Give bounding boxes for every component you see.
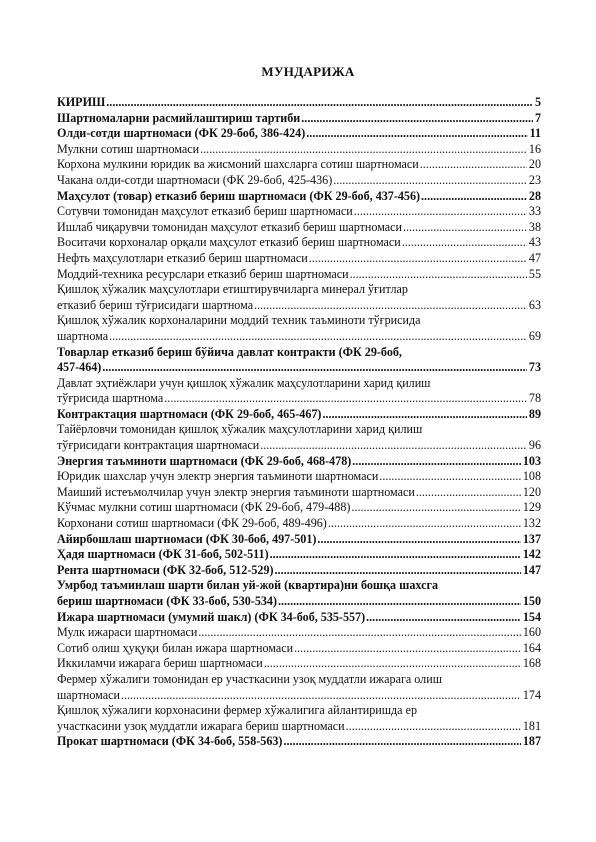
table-of-contents [57,95,541,750]
toc-entry[interactable] [57,641,541,657]
toc-entry-page-number: 20 [528,157,541,172]
toc-entry-title: Ишлаб чиқарувчи томонидан маҳсулот етказиб бериш шартномаси [57,219,403,234]
dot-leader [198,625,521,641]
toc-entry[interactable] [57,485,541,501]
toc-entry-page-number: 43 [528,235,541,250]
toc-entry[interactable] [57,313,541,344]
toc-entry-title: тўғрисидаги контрактация шартномаси [57,438,260,453]
toc-entry-title: Моддий-техника ресурслари етказиб бериш шартномаси [57,266,349,281]
toc-entry-row [57,95,541,111]
toc-entry-row [57,454,541,470]
toc-entry-page-number: 89 [528,406,541,421]
toc-entry[interactable] [57,454,541,470]
toc-entry-row [57,407,541,423]
toc-entry-title: Чакана олди-сотди шартномаси (ФК 29-боб, 425-436) [57,172,333,187]
toc-entry-title: шартнома [57,328,109,343]
toc-entry[interactable] [57,656,541,672]
toc-entry-row [57,298,541,314]
toc-entry-page-number: 150 [522,594,541,608]
dot-leader [309,251,527,267]
toc-entry[interactable] [57,407,541,423]
toc-entry[interactable] [57,563,541,579]
toc-entry[interactable] [57,220,541,236]
toc-entry[interactable] [57,189,541,205]
toc-entry-title-line: Фермер хўжалиги томонидан ер участкасини узоқ муддатли ижарага олиш [57,671,443,686]
toc-entry-title: 457-464) [57,360,102,375]
toc-entry-title-line: Тайёрловчи томонидан қишлоқ хўжалик маҳсулотларини харид қилиш [57,422,423,437]
toc-entry-title-line: Қишлоқ хўжалик корхоналарини моддий техник таъминоти тўғрисида [57,313,421,328]
toc-entry-row [57,641,541,657]
dot-leader [402,235,527,251]
dot-leader [260,438,527,454]
toc-entry-title: Мулк ижараси шартномаси [57,625,198,640]
dot-leader [164,391,527,407]
toc-entry-page-number: 103 [522,453,541,468]
toc-entry-row [57,500,541,516]
dot-leader [421,189,527,205]
toc-entry-row [57,532,541,548]
toc-entry[interactable] [57,173,541,189]
toc-entry-row [57,469,541,485]
toc-entry-page-number: 16 [528,141,541,156]
toc-entry-title: Маиший истеъмолчилар учун электр энергия таъминоти шартномаси [57,484,415,499]
toc-entry-title: Мулкни сотиш шартномаси [57,141,200,156]
toc-entry-row [57,360,541,376]
dot-leader [379,469,521,485]
toc-entry-page-number: 129 [522,500,541,515]
toc-entry-title-line: Умрбод таъминлаш шарти билан уй-жой (квартира)ни бошқа шахсга [57,578,438,593]
toc-entry-row [57,438,541,454]
toc-entry[interactable] [57,672,541,703]
toc-entry-row [57,625,541,641]
toc-entry-title: Прокат шартномаси (ФК 34-боб, 558-563) [57,734,283,749]
dot-leader [352,454,521,470]
toc-entry-title: участкасини узоқ муддатли ижарага бериш шартномаси [57,718,345,733]
toc-entry[interactable] [57,734,541,750]
toc-entry-title: шартномаси [57,687,120,702]
toc-entry-row [57,204,541,220]
toc-entry-page-number: 7 [534,110,541,125]
toc-entry[interactable] [57,625,541,641]
toc-entry-row [57,235,541,251]
toc-entry[interactable] [57,267,541,283]
toc-entry[interactable] [57,204,541,220]
toc-entry-page-number: 108 [522,469,541,484]
toc-entry[interactable] [57,111,541,127]
dot-leader [420,157,527,173]
toc-entry-title: Энергия таъминоти шартномаси (ФК 29-боб, 468-478) [57,453,352,468]
toc-entry-title: Ижара шартномаси (умумий шакл) (ФК 34-боб, 535-557) [57,609,366,624]
dot-leader [306,126,527,142]
toc-entry[interactable] [57,469,541,485]
toc-entry-title-line: Товарлар етказиб бериш бўйича давлат контракти (ФК 29-боб, [57,344,402,359]
toc-entry-row [57,391,541,407]
dot-leader [278,594,521,610]
toc-entry[interactable] [57,251,541,267]
toc-entry-page-number: 181 [522,718,541,733]
toc-entry-row [57,594,541,610]
dot-leader [283,734,520,750]
toc-entry[interactable] [57,126,541,142]
toc-entry-page-number: 28 [528,188,541,203]
dot-leader [121,688,521,704]
toc-entry[interactable] [57,376,541,407]
toc-entry-title: Нефть маҳсулотлари етказиб бериш шартномаси [57,250,308,265]
toc-entry-title: Олди-сотди шартномаси (ФК 29-боб, 386-424) [57,126,306,141]
toc-entry-row [57,329,541,345]
toc-entry-page-number: 5 [534,95,541,109]
toc-entry-title: Маҳсулот (товар) етказиб бериш шартномаси (ФК 29-боб, 437-456) [57,188,421,203]
toc-entry-page-number: 147 [522,562,541,577]
toc-entry-page-number: 69 [528,328,541,343]
dot-leader [346,719,521,735]
dot-leader [403,220,527,236]
toc-entry-row [57,547,541,563]
dot-leader [350,267,527,283]
toc-entry-title: Сотиб олиш ҳуқуқи билан ижара шартномаси [57,640,294,655]
dot-leader [351,500,520,516]
toc-entry-row [57,734,541,750]
dot-leader [354,204,527,220]
toc-entry-title: Шартномаларни расмийлаштириш тартиби [57,110,301,125]
toc-entry-row [57,142,541,158]
toc-entry-row [57,157,541,173]
toc-entry-row [57,267,541,283]
toc-entry[interactable] [57,703,541,734]
toc-entry-page-number: 168 [522,656,541,671]
toc-entry-page-number: 73 [528,360,541,375]
dot-leader [270,547,521,563]
toc-entry-title: КИРИШ [57,95,106,109]
toc-entry-title: Корхона мулкини юридик ва жисмоний шахсларга сотиш шартномаси [57,157,419,172]
toc-entry-title-line: Қишлоқ хўжалиги корхонасини фермер хўжалигига айлантиришда ер [57,703,417,718]
toc-entry-title: етказиб бериш тўғрисидаги шартнома [57,297,254,312]
toc-entry-page-number: 132 [522,516,541,531]
toc-entry-title: Корхонани сотиш шартномаси (ФК 29-боб, 489-496) [57,516,327,531]
toc-entry-title: Рента шартномаси (ФК 32-боб, 512-529) [57,562,274,577]
toc-entry-row [57,485,541,501]
toc-entry-page-number: 142 [522,547,541,562]
toc-entry-title: Айирбошлаш шартномаси (ФК 30-боб, 497-501) [57,531,317,546]
toc-entry-row [57,516,541,532]
toc-entry-page-number: 55 [528,266,541,281]
toc-entry-row [57,126,541,142]
page-title [0,64,596,80]
dot-leader [366,610,521,626]
toc-entry-title: тўғрисида шартнома [57,391,164,406]
toc-entry-title-line: Қишлоқ хўжалик маҳсулотлари етиштирувчиларга минерал ўғитлар [57,282,408,297]
toc-entry-row [57,719,541,735]
toc-entry[interactable] [57,235,541,251]
toc-entry-title: Сотувчи томонидан маҳсулот етказиб бериш шартномаси [57,204,353,219]
dot-leader [301,111,533,127]
dot-leader [416,485,521,501]
toc-entry-page-number: 23 [528,172,541,187]
toc-entry-row [57,251,541,267]
toc-entry-page-number: 33 [528,204,541,219]
toc-entry[interactable] [57,516,541,532]
toc-entry[interactable] [57,610,541,626]
dot-leader [333,173,527,189]
toc-entry-page-number: 160 [522,625,541,640]
toc-entry-page-number: 11 [529,126,541,141]
toc-entry-row [57,610,541,626]
toc-entry[interactable] [57,578,541,609]
toc-entry-page-number: 38 [528,219,541,234]
dot-leader [328,516,521,532]
toc-entry-page-number: 174 [522,687,541,702]
toc-entry[interactable] [57,142,541,158]
toc-entry-page-number: 164 [522,640,541,655]
toc-entry[interactable] [57,157,541,173]
toc-entry-title: Контрактация шартномаси (ФК 29-боб, 465-467) [57,406,322,421]
toc-entry-row [57,688,541,704]
toc-entry-title: Иккиламчи ижарага бериш шартномаси [57,656,263,671]
toc-entry-title-line: Давлат эҳтиёжлари учун қишлоқ хўжалик маҳсулотларини харид қилиш [57,375,431,390]
dot-leader [275,563,521,579]
toc-entry-page-number: 120 [522,484,541,499]
dot-leader [200,142,527,158]
toc-entry[interactable] [57,532,541,548]
toc-entry-row [57,220,541,236]
dot-leader [254,298,527,314]
dot-leader [322,407,526,423]
toc-entry-row [57,656,541,672]
dot-leader [317,532,520,548]
toc-entry-row [57,189,541,205]
toc-entry-page-number: 78 [528,391,541,406]
dot-leader [109,329,527,345]
toc-entry-title: Воситачи корхоналар орқали маҳсулот етказиб бериш шартномаси [57,235,401,250]
toc-entry[interactable] [57,345,541,376]
toc-entry-row [57,173,541,189]
toc-entry[interactable] [57,95,541,111]
page-title-text: МУНДАРИЖА [261,64,355,79]
dot-leader [294,641,521,657]
toc-entry-page-number: 47 [528,250,541,265]
toc-entry-page-number: 187 [522,734,541,749]
dot-leader [106,95,533,111]
toc-entry[interactable] [57,500,541,516]
dot-leader [264,656,521,672]
toc-entry[interactable] [57,282,541,313]
toc-entry-page-number: 96 [528,438,541,453]
toc-entry-page-number: 63 [528,297,541,312]
dot-leader [102,360,527,376]
toc-entry-page-number: 154 [522,609,541,624]
toc-entry[interactable] [57,422,541,453]
toc-entry-row [57,563,541,579]
toc-entry-title: Кўчмас мулкни сотиш шартномаси (ФК 29-боб, 479-488) [57,500,351,515]
toc-entry-title: Ҳадя шартномаси (ФК 31-боб, 502-511) [57,547,269,562]
toc-entry-page-number: 137 [522,531,541,546]
toc-entry-row [57,111,541,127]
toc-entry-title: Юридик шахслар учун электр энергия таъминоти шартномаси [57,469,379,484]
toc-entry-title: бериш шартномаси (ФК 33-боб, 530-534) [57,594,277,608]
toc-entry[interactable] [57,547,541,563]
